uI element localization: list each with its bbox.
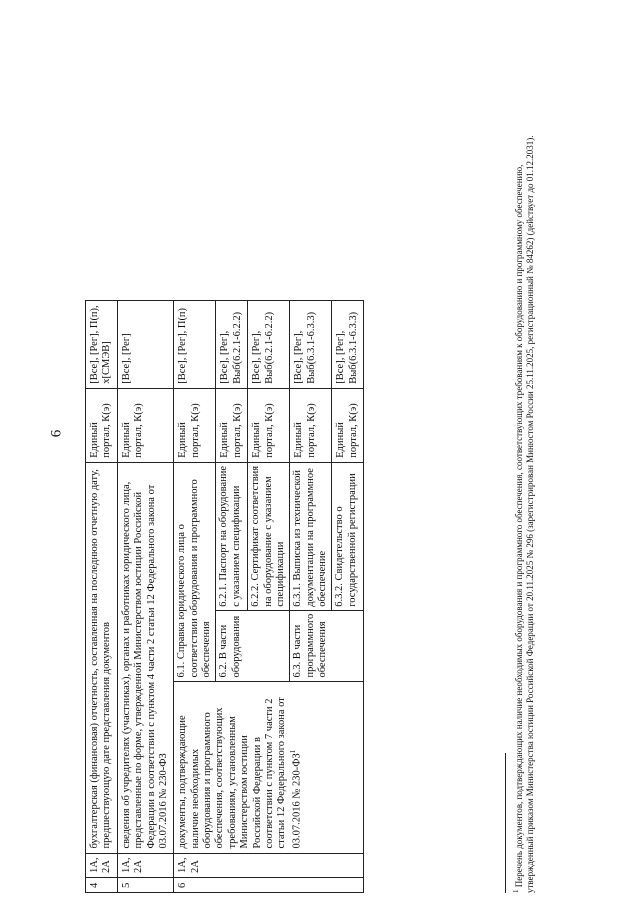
table-row: [117, 300, 174, 892]
footnote-mark: 1: [288, 749, 297, 754]
row-portal: Единый портал, К(э): [86, 388, 118, 462]
table-row: [86, 300, 118, 892]
sub-item-description: 6.2.1. Паспорт на оборудование с указанием спецификации: [216, 462, 248, 610]
row-portal: Единый портал, К(э): [290, 388, 332, 462]
row-rule: [Все], [Рег], Выб(6.2.1-6.2.2): [248, 300, 290, 388]
footnote-mark: 1: [512, 889, 520, 893]
sub-group-label: 6.3. В части программного обеспечения: [290, 610, 364, 681]
documents-table: [85, 300, 364, 893]
row-description-text: документы, подтверждающие наличие необходимых оборудования и программного обеспечения, соответствующих требованиям, установленным Министерством юстиции Российской Федерации в соответствии с пунктом 7 части 2 статьи 12 Федерального закона от 03.07.2016 № 230-ФЗ: [177, 697, 303, 849]
row-rule: [Все], [Рег], Выб(6.2.1-6.2.2): [216, 300, 248, 388]
row-portal: Единый портал, К(э): [332, 388, 364, 462]
row-portal: Единый портал, К(э): [174, 388, 216, 462]
row-number: 6: [174, 878, 364, 893]
row-rule: [Все], [Рег], Выб(6.3.1-6.3.3): [290, 300, 332, 388]
footnote-divider: [505, 753, 506, 893]
sub-item-description: 6.2.2. Сертификат соответствия на оборудование с указанием спецификации: [248, 462, 290, 610]
sub-group-label: 6.2. В части оборудования: [216, 610, 290, 681]
row-description: сведения об учредителях (участниках), органах и работниках юридического лица, представленные по форме, утвержденной Министерством юстиции Российской Федерации в соответствии с пунктом 4 части 2 статьи 12 Федерального закона от 03.07.2016 № 230-ФЗ: [117, 462, 174, 853]
row-portal: Единый портал, К(э): [216, 388, 248, 462]
row-rule: [Все], [Рег]: [117, 300, 174, 388]
row-description: бухгалтерская (финансовая) отчетность, составленная на последнюю отчетную дату, предшествующую дате представления документов: [86, 462, 118, 853]
row-group: 1А, 2А: [174, 853, 364, 877]
sub-item-description: 6.1. Справка юридического лица о соответствии оборудования и программного обеспечения: [174, 462, 216, 681]
row-description: [174, 681, 364, 853]
row-group: 1А, 2А: [117, 853, 174, 877]
row-portal: Единый портал, К(э): [248, 388, 290, 462]
row-portal: Единый портал, К(э): [117, 388, 174, 462]
row-rule: [Все], [Рег], П(п): [174, 300, 216, 388]
footnote-text: Перечень документов, подтверждающих наличие необходимых оборудования и программного обеспечения, соответствующих требованиям к оборудованию и программному обеспечению, утвержденный приказом Министерства юстиции Российской Федерации от 20.11.2025 № 296 (зарегистрирован Минюстом России 25.11.2025, регистрационный № 84262) (действует до 01.12.2031).: [514, 135, 535, 893]
row-number: 5: [117, 878, 174, 893]
row-rule: [Все], [Рег], П(п), х[СМЭВ]: [86, 300, 118, 388]
page-number: 6: [48, 429, 65, 438]
sub-item-description: 6.3.1. Выписка из технической документации на программное обеспечение: [290, 462, 332, 610]
sub-item-description: 6.3.2. Свидетельство о государственной регистрации: [332, 462, 364, 610]
table-row: [174, 300, 216, 892]
row-number: 4: [86, 878, 118, 893]
row-group: 1А, 2А: [86, 853, 118, 877]
row-rule: [Все], [Рег], Выб(6.3.1-6.3.3): [332, 300, 364, 388]
footnote: [512, 123, 536, 893]
